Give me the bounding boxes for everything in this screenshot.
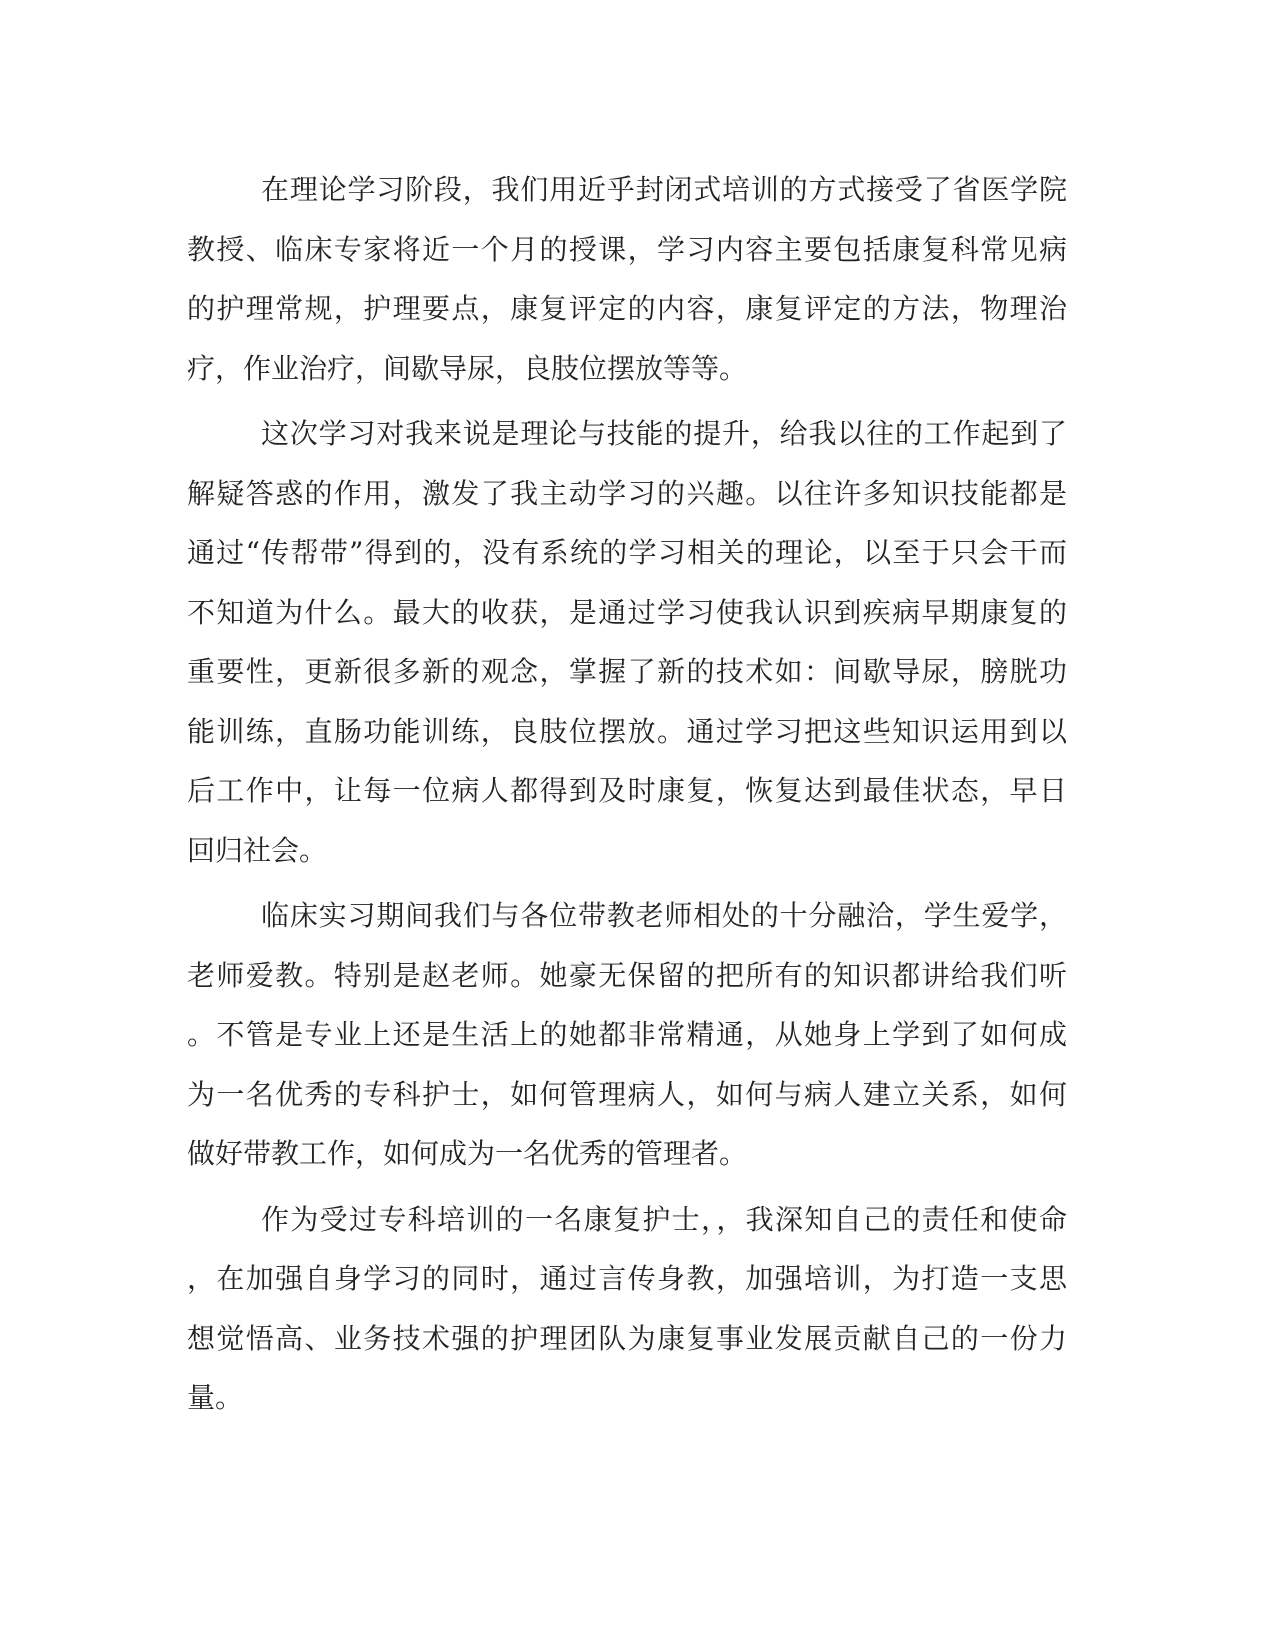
text-line: 作为受过专科培训的一名康复护士，，我深知自己的责任和使命 — [261, 1202, 1067, 1236]
text-line: 回归社会。 — [187, 833, 328, 867]
text-line: 在理论学习阶段，我们用近乎封闭式培训的方式接受了省医学院 — [261, 173, 1067, 206]
text-line: 能训练，直肠功能训练，良肢位摆放。通过学习把这些知识运用到以 — [187, 714, 1067, 748]
document-body — [187, 160, 1067, 1434]
text-line: 临床实习期间我们与各位带教老师相处的十分融洽，学生爱学， — [261, 899, 1067, 932]
text-line: 重要性，更新很多新的观念，掌握了新的技术如：间歇导尿，膀胱功 — [187, 655, 1067, 688]
text-line: 老师爱教。特别是赵老师。她豪无保留的把所有的知识都讲给我们听 — [187, 958, 1067, 992]
text-line: 解疑答惑的作用，激发了我主动学习的兴趣。以往许多知识技能都是 — [187, 476, 1067, 510]
text-line: 教授、临床专家将近一个月的授课，学习内容主要包括康复科常见病 — [187, 232, 1067, 266]
text-line: 为一名优秀的专科护士，如何管理病人，如何与病人建立关系，如何 — [187, 1077, 1067, 1111]
text-line: ，在加强自身学习的同时，通过言传身教，加强培训，为打造一支思 — [187, 1262, 1067, 1295]
text-line: 量。 — [187, 1381, 244, 1414]
text-line: 疗，作业治疗，间歇导尿，良肢位摆放等等。 — [187, 351, 748, 385]
text-line: 。不管是专业上还是生活上的她都非常精通，从她身上学到了如何成 — [187, 1018, 1067, 1051]
text-line: 的护理常规，护理要点，康复评定的内容，康复评定的方法，物理治 — [187, 292, 1067, 325]
text-line: 想觉悟高、业务技术强的护理团队为康复事业发展贡献自己的一份力 — [187, 1321, 1067, 1355]
text-line: 这次学习对我来说是理论与技能的提升，给我以往的工作起到了 — [261, 417, 1067, 450]
text-line: 通过“传帮带”得到的，没有系统的学习相关的理论，以至于只会干而 — [187, 536, 1067, 569]
text-line: 后工作中，让每一位病人都得到及时康复，恢复达到最佳状态，早日 — [187, 774, 1067, 807]
text-line: 不知道为什么。最大的收获，是通过学习使我认识到疾病早期康复的 — [187, 595, 1067, 629]
paragraph-clinical-internship — [187, 886, 1067, 1184]
paragraph-learning-gains — [187, 404, 1067, 880]
paragraph-responsibility — [187, 1190, 1067, 1428]
text-line: 做好带教工作，如何成为一名优秀的管理者。 — [187, 1137, 748, 1170]
paragraph-theory-study — [187, 160, 1067, 398]
